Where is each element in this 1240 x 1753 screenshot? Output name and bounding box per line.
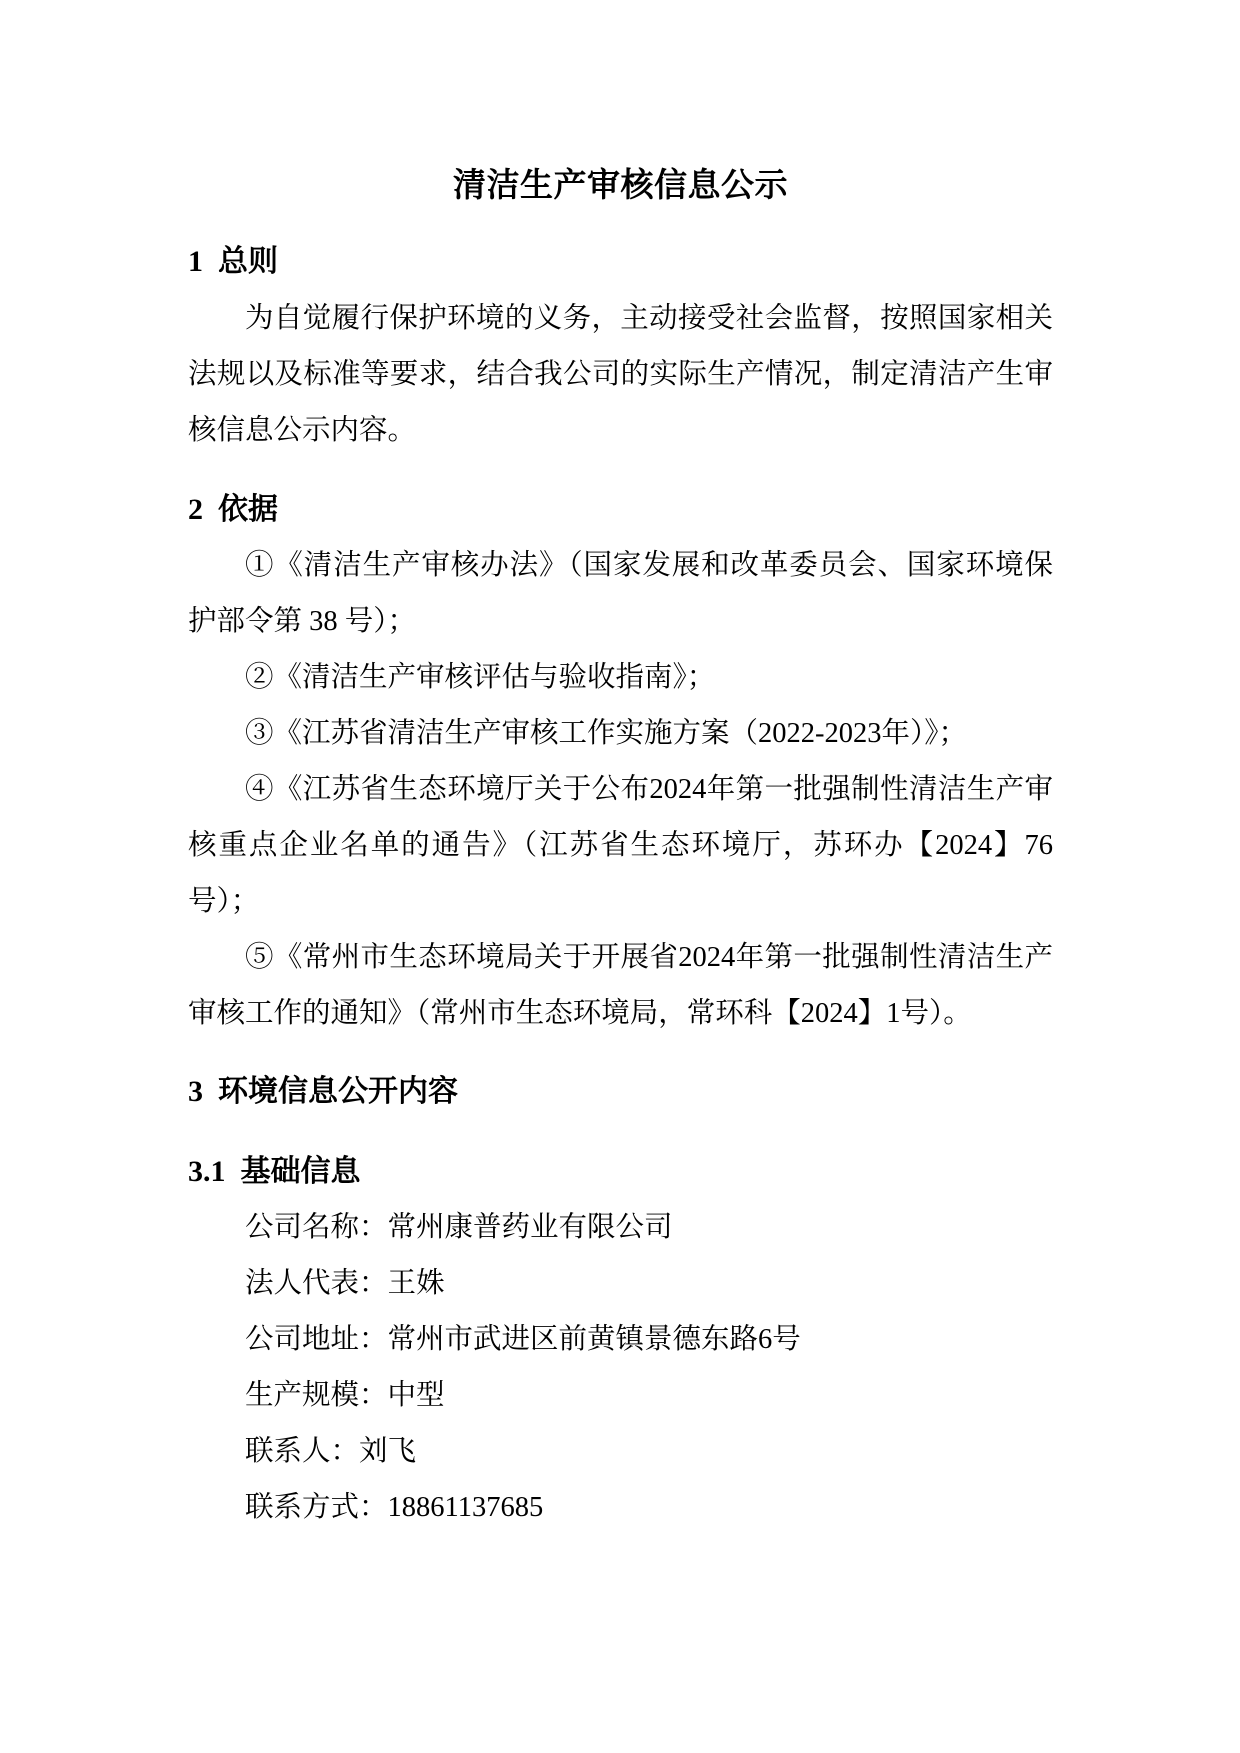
reference-item-1: ①《清洁生产审核办法》（国家发展和改革委员会、国家环境保护部令第 38 号）；: [188, 550, 1053, 637]
section-3-1-heading: 3.1 基础信息: [188, 1155, 361, 1188]
reference-item-5: ⑤《常州市生态环境局关于开展省2024年第一批强制性清洁生产审核工作的通知》（常州市生态环境局，常环科【2024】1号）。: [188, 942, 1053, 1029]
field-contact-person: [188, 1424, 1053, 1480]
section-2-heading: 2 依据: [188, 493, 278, 526]
field-company-address: [188, 1312, 1053, 1368]
field-value: 18861137685: [387, 1492, 544, 1523]
reference-item-2: ②《清洁生产审核评估与验收指南》；: [245, 662, 716, 693]
field-value: 中型: [387, 1380, 445, 1411]
section-3-heading: 3 环境信息公开内容: [188, 1075, 458, 1108]
field-label: 联系方式：: [245, 1492, 388, 1523]
field-label: 联系人：: [245, 1436, 360, 1467]
field-label: 公司地址：: [245, 1324, 388, 1355]
field-value: 王姝: [387, 1268, 445, 1299]
field-production-scale: [188, 1368, 1053, 1424]
field-legal-representative: [188, 1256, 1053, 1312]
document-title: 清洁生产审核信息公示: [453, 168, 788, 204]
field-label: 公司名称：: [245, 1212, 388, 1243]
field-value: 常州康普药业有限公司: [387, 1212, 673, 1243]
section-1-paragraph: 为自觉履行保护环境的义务，主动接受社会监督，按照国家相关法规以及标准等要求，结合我公司的实际生产情况，制定清洁产生审核信息公示内容。: [188, 303, 1053, 446]
basic-info-fields: [188, 1200, 1053, 1536]
reference-item-4: ④《江苏省生态环境厅关于公布2024年第一批强制性清洁生产审核重点企业名单的通告》（江苏省生态环境厅，苏环办【2024】76号）；: [188, 774, 1053, 917]
field-company-name: [188, 1200, 1053, 1256]
field-label: 法人代表：: [245, 1268, 388, 1299]
field-contact-phone: [188, 1480, 1053, 1536]
field-value: 常州市武进区前黄镇景德东路6号: [387, 1324, 801, 1355]
field-value: 刘飞: [359, 1436, 417, 1467]
field-label: 生产规模：: [245, 1380, 388, 1411]
reference-item-3: ③《江苏省清洁生产审核工作实施方案（2022-2023年）》；: [245, 718, 967, 749]
section-1-heading: 1 总则: [188, 245, 278, 278]
